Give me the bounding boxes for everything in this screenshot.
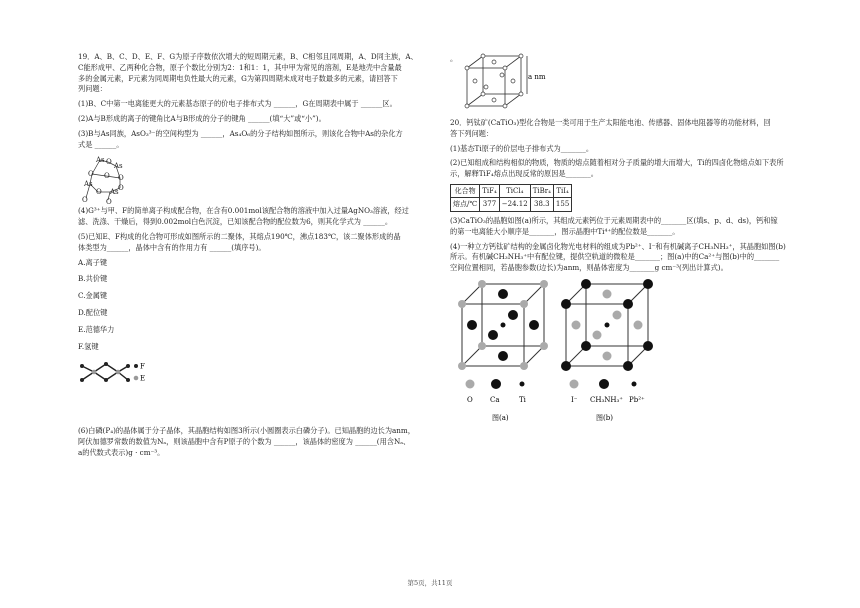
svg-text:Ca: Ca — [490, 395, 500, 404]
svg-text:O: O — [118, 174, 124, 183]
svg-text:O: O — [467, 395, 473, 404]
table-row: 熔点/℃ 377 −24.12 38.3 155 — [451, 198, 572, 212]
svg-text:O: O — [82, 196, 88, 205]
svg-text:As: As — [84, 180, 93, 189]
svg-text:Pb²⁺: Pb²⁺ — [629, 395, 645, 404]
table-header-row: 化合物 TiF₄ TiCl₄ TiBr₄ TiI₄ — [451, 184, 572, 198]
option-a: A.离子键 — [78, 257, 108, 267]
trailing-dot: 。 — [450, 54, 458, 63]
q20-part3: (3)CaTiO₃的晶胞如图(a)所示，其组成元素钙位于元素周期表中的_______区(填s、p、d、ds)，钙和镓 的第一电离能大小顺序是_______，图示晶胞中Ti⁴⁺的配位数是_______。 — [450, 215, 778, 236]
q19-part1: (1)B、C中第一电离能更大的元素基态原子的价电子排布式为 ______，G在周期表中属于 ______区。 — [78, 99, 397, 109]
page-number: 第5页，共11页 — [407, 579, 453, 587]
svg-text:As: As — [114, 162, 123, 171]
right-column — [450, 52, 795, 428]
svg-text:a nm: a nm — [528, 73, 546, 81]
svg-text:O: O — [96, 188, 102, 197]
q20-intro: 20．钙钛矿(CaTiO₃)型化合物是一类可用于生产太阳能电池、传感器、固体电阻器等的功能材料，回 答下列问题： — [450, 118, 771, 138]
svg-text:O: O — [106, 198, 112, 207]
option-d: D.配位键 — [78, 307, 108, 317]
perovskite-figures — [456, 278, 686, 428]
q19-part2: (2)A与B形成的离子的键角比A与B形成的分子的键角 ______(填“大”或“小”)。 — [78, 113, 326, 123]
q19-intro: 19．A、B、C、D、E、F、G为原子序数依次增大的短周期元素，B、C相邻且同周期，A、D同主族，A、 C能形成甲、乙两种化合物，原子个数比分别为2：1和1：1，其中甲为常见的溶剂，E是地壳中含量最 多的金属元素，F元素为同周期电负性最大的元素，G为第四周期未成对电子数最多的元素，请回答下 列问题： — [78, 52, 418, 94]
q19-part3: (3)B与As同族，AsO₃³⁻的空间构型为 ______，As₄O₆的分子结构如图所示，则该化合物中As的杂化方 式是 ______。 — [78, 128, 403, 149]
option-e: E.范德华力 — [78, 324, 115, 334]
tix4-melting-table — [450, 184, 572, 212]
q19-part4: (4)G³⁺与甲、F的简单离子构成配合物，在含有0.001mol该配合物的溶液中加入过量AgNO₃溶液，经过 滤、洗涤、干燥后，得到0.002mol白色沉淀，已知该配合物的配位数为6，则其化学式为 ______。 — [78, 206, 409, 227]
q20-part2: (2)已知组成和结构相似的物质，物质的熔点随着相对分子质量的增大而增大，Ti的四卤化物熔点如下表所 示，解释TiF₄熔点出现反常的原因是_______。 — [450, 158, 784, 179]
q20-part4: (4)一种立方钙钛矿结构的金属卤化物光电材料的组成为Pb²⁺、I⁻和有机碱离子CH₃NH₃⁺，其晶胞如图(b) 所示。有机碱CH₃NH₃⁺中有配位键，提供空轨道的微粒是_______；图(a)中的Ca²⁺与图(b)中的_______ 空间位置相同，若晶胞参数(边长)为anm，则晶体密度为_______g cm⁻³(列出计算式)。 — [450, 241, 786, 273]
svg-text:F: F — [140, 362, 145, 371]
svg-text:As: As — [96, 156, 105, 165]
svg-text:O: O — [106, 158, 112, 167]
svg-text:Ti: Ti — [519, 395, 526, 404]
as4o6-structure-figure — [78, 154, 138, 206]
svg-text:图(b): 图(b) — [596, 413, 613, 422]
svg-text:E: E — [140, 374, 146, 383]
svg-text:CH₃NH₃⁺: CH₃NH₃⁺ — [590, 395, 623, 404]
dimer-figure — [78, 358, 178, 388]
svg-text:O: O — [118, 184, 124, 193]
q19-part6: (6)白磷(P₄)的晶体属于分子晶体，其晶胞结构如图3所示(小圆圈表示白磷分子)。已知晶胞的边长为anm， 阿伏加德罗常数的数值为Nₐ，则该晶胞中含有P原子的个数为 ______，该晶体的密度为 ______(用含Nₐ、 a的代数式表示)g · cm⁻³。 — [78, 426, 415, 457]
option-c: C.金属键 — [78, 291, 108, 301]
svg-text:O: O — [104, 172, 110, 181]
option-b: B.共价键 — [78, 274, 108, 284]
white-phosphorus-cell-figure — [461, 52, 546, 118]
q19-part5: (5)已知E、F构成的化合物可形成如图所示的二聚体，其熔点190℃，沸点183℃，该二聚体形成的晶 体类型为______，晶体中含有的作用力有 ______(填序号)。 — [78, 231, 401, 252]
svg-text:图(a): 图(a) — [492, 413, 509, 422]
svg-text:O: O — [88, 170, 94, 179]
svg-text:I⁻: I⁻ — [571, 395, 578, 404]
left-column — [78, 52, 430, 463]
svg-text:As: As — [110, 188, 119, 197]
q20-part1: (1)基态Ti原子的价层电子排布式为_______。 — [450, 143, 594, 153]
option-f: F.氢键 — [78, 341, 99, 351]
